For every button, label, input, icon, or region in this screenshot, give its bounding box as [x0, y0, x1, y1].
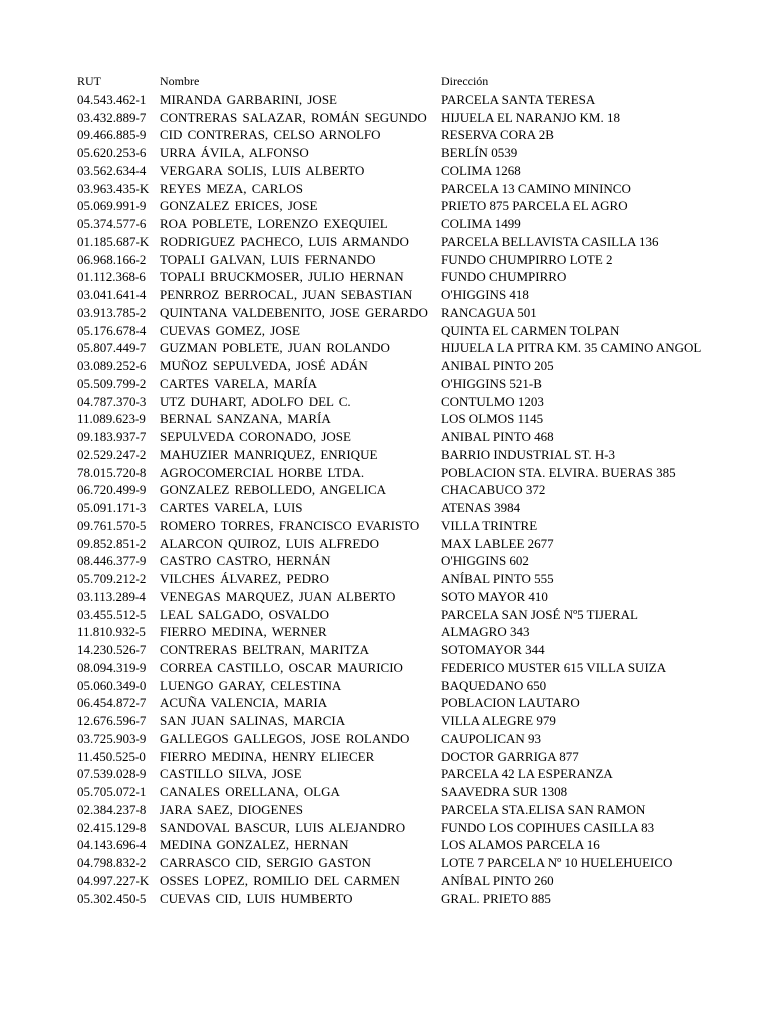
nombre-cell: CANALES ORELLANA, OLGA — [160, 784, 340, 799]
rut-cell: 11.089.623-9 — [77, 411, 146, 427]
header-direccion: Dirección — [441, 74, 489, 88]
table-row — [77, 304, 757, 322]
rut-cell: 04.143.696-4 — [77, 837, 147, 853]
direccion-cell: VILLA ALEGRE 979 — [441, 713, 556, 728]
rut-cell: 05.620.253-6 — [77, 145, 147, 160]
nombre-cell: SAN JUAN SALINAS, MARCIA — [160, 713, 346, 728]
nombre-cell: SEPULVEDA CORONADO, JOSE — [160, 429, 351, 444]
table-row — [77, 339, 757, 357]
nombre-cell: MAHUZIER MANRIQUEZ, ENRIQUE — [160, 446, 378, 462]
rut-cell: 09.183.937-7 — [77, 429, 147, 444]
direccion-cell: VILLA TRINTRE — [441, 517, 538, 533]
direccion-cell: FUNDO CHUMPIRRO LOTE 2 — [441, 251, 613, 267]
rut-cell: 03.455.512-5 — [77, 606, 147, 622]
table-row — [77, 410, 757, 428]
table-row — [77, 588, 757, 606]
rut-cell: 05.705.072-1 — [77, 784, 147, 799]
rut-cell: 04.798.832-2 — [77, 855, 147, 870]
rut-cell: 03.432.889-7 — [77, 109, 147, 125]
rut-cell: 08.094.319-9 — [77, 659, 147, 675]
nombre-cell: TOPALI GALVAN, LUIS FERNANDO — [160, 251, 376, 267]
direccion-cell: PRIETO 875 PARCELA EL AGRO — [441, 198, 628, 214]
nombre-cell: CASTRO CASTRO, HERNÁN — [160, 553, 331, 569]
direccion-cell: ANIBAL PINTO 205 — [441, 358, 554, 373]
table-row — [77, 428, 757, 446]
table-row — [77, 677, 757, 695]
table-row — [77, 552, 757, 570]
direccion-cell: POBLACION LAUTARO — [441, 695, 580, 711]
nombre-cell: FIERRO MEDINA, WERNER — [160, 624, 327, 640]
direccion-cell: ANIBAL PINTO 468 — [441, 429, 554, 444]
nombre-cell: VILCHES ÁLVAREZ, PEDRO — [160, 571, 330, 586]
direccion-cell: DOCTOR GARRIGA 877 — [441, 748, 579, 764]
table-row — [77, 872, 757, 890]
nombre-cell: OSSES LOPEZ, ROMILIO DEL CARMEN — [160, 872, 400, 888]
rut-cell: 05.091.171-3 — [77, 500, 147, 515]
direccion-cell: ATENAS 3984 — [441, 500, 521, 515]
nombre-cell: RODRIGUEZ PACHECO, LUIS ARMANDO — [160, 233, 409, 249]
direccion-cell: RESERVA CORA 2B — [441, 127, 554, 143]
nombre-cell: URRA ÁVILA, ALFONSO — [160, 145, 309, 160]
header-rut: RUT — [77, 74, 101, 88]
table-row — [77, 836, 757, 854]
nombre-cell: CUEVAS CID, LUIS HUMBERTO — [160, 890, 353, 906]
nombre-cell: GALLEGOS GALLEGOS, JOSE ROLANDO — [160, 730, 410, 746]
rut-cell: 05.069.991-9 — [77, 198, 147, 214]
table-row — [77, 606, 757, 624]
direccion-cell: ANÍBAL PINTO 260 — [441, 872, 554, 888]
nombre-cell: ALARCON QUIROZ, LUIS ALFREDO — [160, 535, 380, 551]
table-row — [77, 517, 757, 535]
rut-cell: 04.787.370-3 — [77, 393, 147, 409]
nombre-cell: FIERRO MEDINA, HENRY ELIECER — [160, 748, 375, 764]
table-row — [77, 357, 757, 375]
rut-cell: 04.543.462-1 — [77, 91, 147, 107]
rut-cell: 11.450.525-0 — [77, 748, 146, 764]
direccion-cell: BARRIO INDUSTRIAL ST. H-3 — [441, 446, 616, 462]
nombre-cell: MIRANDA GARBARINI, JOSE — [160, 91, 337, 107]
rut-cell: 06.968.166-2 — [77, 251, 147, 267]
rut-cell: 03.113.289-4 — [77, 588, 146, 604]
rut-cell: 78.015.720-8 — [77, 464, 147, 480]
rut-cell: 05.709.212-2 — [77, 571, 147, 586]
table-row — [77, 730, 757, 748]
direccion-cell: COLIMA 1268 — [441, 162, 521, 178]
direccion-cell: PARCELA STA.ELISA SAN RAMON — [441, 801, 646, 817]
nombre-cell: LEAL SALGADO, OSVALDO — [160, 606, 330, 622]
rut-cell: 08.446.377-9 — [77, 553, 147, 569]
rut-cell: 03.089.252-6 — [77, 358, 147, 373]
table-row — [77, 570, 757, 588]
nombre-cell: CUEVAS GOMEZ, JOSE — [160, 322, 300, 338]
nombre-cell: CONTRERAS SALAZAR, ROMÁN SEGUNDO — [160, 109, 427, 125]
table-row — [77, 819, 757, 837]
direccion-cell: SOTOMAYOR 344 — [441, 642, 545, 657]
direccion-cell: FEDERICO MUSTER 615 VILLA SUIZA — [441, 659, 667, 675]
nombre-cell: ACUÑA VALENCIA, MARIA — [160, 695, 328, 711]
nombre-cell: VENEGAS MARQUEZ, JUAN ALBERTO — [160, 588, 396, 604]
table-row — [77, 109, 757, 127]
rut-cell: 01.112.368-6 — [77, 269, 146, 285]
table-row — [77, 91, 757, 109]
table-row — [77, 712, 757, 730]
table-row — [77, 464, 757, 482]
header-nombre: Nombre — [160, 74, 200, 88]
nombre-cell: CASTILLO SILVA, JOSE — [160, 766, 302, 782]
direccion-cell: FUNDO LOS COPIHUES CASILLA 83 — [441, 819, 655, 835]
nombre-cell: CARRASCO CID, SERGIO GASTON — [160, 855, 371, 870]
document-table — [77, 73, 757, 907]
nombre-cell: AGROCOMERCIAL HORBE LTDA. — [160, 464, 365, 480]
table-row — [77, 322, 757, 340]
rut-cell: 03.562.634-4 — [77, 162, 147, 178]
nombre-cell: PENRROZ BERROCAL, JUAN SEBASTIAN — [160, 287, 413, 302]
rut-cell: 03.963.435-K — [77, 180, 150, 196]
rut-cell: 09.761.570-5 — [77, 517, 147, 533]
table-row — [77, 499, 757, 517]
direccion-cell: CAUPOLICAN 93 — [441, 730, 542, 746]
table-row — [77, 286, 757, 304]
nombre-cell: CARTES VARELA, LUIS — [160, 500, 303, 515]
direccion-cell: PARCELA 42 LA ESPERANZA — [441, 766, 613, 782]
table-row — [77, 748, 757, 766]
rut-cell: 07.539.028-9 — [77, 766, 147, 782]
table-row — [77, 197, 757, 215]
direccion-cell: O'HIGGINS 602 — [441, 553, 529, 569]
direccion-cell: LOTE 7 PARCELA Nº 10 HUELEHUEICO — [441, 855, 673, 870]
table-row — [77, 481, 757, 499]
rut-cell: 04.997.227-K — [77, 872, 150, 888]
table-header — [77, 73, 757, 91]
direccion-cell: O'HIGGINS 418 — [441, 287, 529, 302]
nombre-cell: TOPALI BRUCKMOSER, JULIO HERNAN — [160, 269, 404, 285]
rut-cell: 02.415.129-8 — [77, 819, 147, 835]
nombre-cell: MUÑOZ SEPULVEDA, JOSÉ ADÁN — [160, 358, 368, 373]
table-row — [77, 890, 757, 908]
table-row — [77, 446, 757, 464]
nombre-cell: GUZMAN POBLETE, JUAN ROLANDO — [160, 340, 390, 356]
table-row — [77, 659, 757, 677]
direccion-cell: HIJUELA LA PITRA KM. 35 CAMINO ANGOL — [441, 340, 702, 356]
table-row — [77, 854, 757, 872]
nombre-cell: GONZALEZ ERICES, JOSE — [160, 198, 318, 214]
table-row — [77, 144, 757, 162]
nombre-cell: CONTRERAS BELTRAN, MARITZA — [160, 642, 370, 657]
table-row — [77, 535, 757, 553]
nombre-cell: GONZALEZ REBOLLEDO, ANGELICA — [160, 482, 387, 498]
rut-cell: 05.302.450-5 — [77, 890, 147, 906]
rut-cell: 05.060.349-0 — [77, 677, 147, 693]
table-row — [77, 180, 757, 198]
direccion-cell: LOS ALAMOS PARCELA 16 — [441, 837, 600, 853]
rut-cell: 03.725.903-9 — [77, 730, 147, 746]
nombre-cell: CARTES VARELA, MARÍA — [160, 375, 317, 391]
direccion-cell: PARCELA SAN JOSÉ Nº5 TIJERAL — [441, 606, 638, 622]
direccion-cell: PARCELA SANTA TERESA — [441, 91, 596, 107]
table-row — [77, 268, 757, 286]
nombre-cell: MEDINA GONZALEZ, HERNAN — [160, 837, 349, 853]
nombre-cell: REYES MEZA, CARLOS — [160, 180, 304, 196]
table-row — [77, 215, 757, 233]
table-row — [77, 233, 757, 251]
direccion-cell: SAAVEDRA SUR 1308 — [441, 784, 568, 799]
nombre-cell: QUINTANA VALDEBENITO, JOSE GERARDO — [160, 304, 428, 320]
table-row — [77, 801, 757, 819]
table-row — [77, 623, 757, 641]
table-row — [77, 765, 757, 783]
direccion-cell: SOTO MAYOR 410 — [441, 588, 548, 604]
nombre-cell: BERNAL SANZANA, MARÍA — [160, 411, 331, 427]
nombre-cell: LUENGO GARAY, CELESTINA — [160, 677, 342, 693]
direccion-cell: HIJUELA EL NARANJO KM. 18 — [441, 109, 620, 125]
direccion-cell: PARCELA BELLAVISTA CASILLA 136 — [441, 233, 659, 249]
rut-cell: 01.185.687-K — [77, 233, 150, 249]
rut-cell: 11.810.932-5 — [77, 624, 146, 640]
nombre-cell: CORREA CASTILLO, OSCAR MAURICIO — [160, 659, 403, 675]
rut-cell: 03.041.641-4 — [77, 287, 147, 302]
direccion-cell: COLIMA 1499 — [441, 216, 521, 231]
direccion-cell: LOS OLMOS 1145 — [441, 411, 544, 427]
rut-cell: 05.374.577-6 — [77, 216, 147, 231]
nombre-cell: JARA SAEZ, DIOGENES — [160, 801, 304, 817]
direccion-cell: FUNDO CHUMPIRRO — [441, 269, 567, 285]
table-row — [77, 393, 757, 411]
rut-cell: 09.466.885-9 — [77, 127, 147, 143]
rut-cell: 06.720.499-9 — [77, 482, 147, 498]
direccion-cell: BERLÍN 0539 — [441, 145, 518, 160]
rut-cell: 02.384.237-8 — [77, 801, 147, 817]
direccion-cell: ALMAGRO 343 — [441, 624, 530, 640]
rut-cell: 03.913.785-2 — [77, 304, 147, 320]
rut-cell: 05.176.678-4 — [77, 322, 147, 338]
nombre-cell: SANDOVAL BASCUR, LUIS ALEJANDRO — [160, 819, 406, 835]
direccion-cell: ANÍBAL PINTO 555 — [441, 571, 554, 586]
direccion-cell: CONTULMO 1203 — [441, 393, 544, 409]
nombre-cell: ROMERO TORRES, FRANCISCO EVARISTO — [160, 517, 420, 533]
table-row — [77, 641, 757, 659]
rut-cell: 05.509.799-2 — [77, 375, 147, 391]
direccion-cell: BAQUEDANO 650 — [441, 677, 547, 693]
table-row — [77, 126, 757, 144]
table-row — [77, 694, 757, 712]
nombre-cell: UTZ DUHART, ADOLFO DEL C. — [160, 393, 351, 409]
direccion-cell: PARCELA 13 CAMINO MININCO — [441, 180, 631, 196]
rut-cell: 09.852.851-2 — [77, 535, 147, 551]
direccion-cell: RANCAGUA 501 — [441, 304, 537, 320]
rut-cell: 14.230.526-7 — [77, 642, 147, 657]
nombre-cell: ROA POBLETE, LORENZO EXEQUIEL — [160, 216, 388, 231]
table-body — [77, 91, 757, 908]
table-row — [77, 783, 757, 801]
rut-cell: 12.676.596-7 — [77, 713, 147, 728]
direccion-cell: CHACABUCO 372 — [441, 482, 546, 498]
direccion-cell: O'HIGGINS 521-B — [441, 375, 542, 391]
table-row — [77, 251, 757, 269]
direccion-cell: MAX LABLEE 2677 — [441, 535, 554, 551]
nombre-cell: CID CONTRERAS, CELSO ARNOLFO — [160, 127, 381, 143]
direccion-cell: POBLACION STA. ELVIRA. BUERAS 385 — [441, 464, 676, 480]
nombre-cell: VERGARA SOLIS, LUIS ALBERTO — [160, 162, 365, 178]
rut-cell: 05.807.449-7 — [77, 340, 147, 356]
direccion-cell: GRAL. PRIETO 885 — [441, 890, 551, 906]
rut-cell: 02.529.247-2 — [77, 446, 147, 462]
table-row — [77, 162, 757, 180]
table-row — [77, 375, 757, 393]
rut-cell: 06.454.872-7 — [77, 695, 147, 711]
direccion-cell: QUINTA EL CARMEN TOLPAN — [441, 322, 620, 338]
